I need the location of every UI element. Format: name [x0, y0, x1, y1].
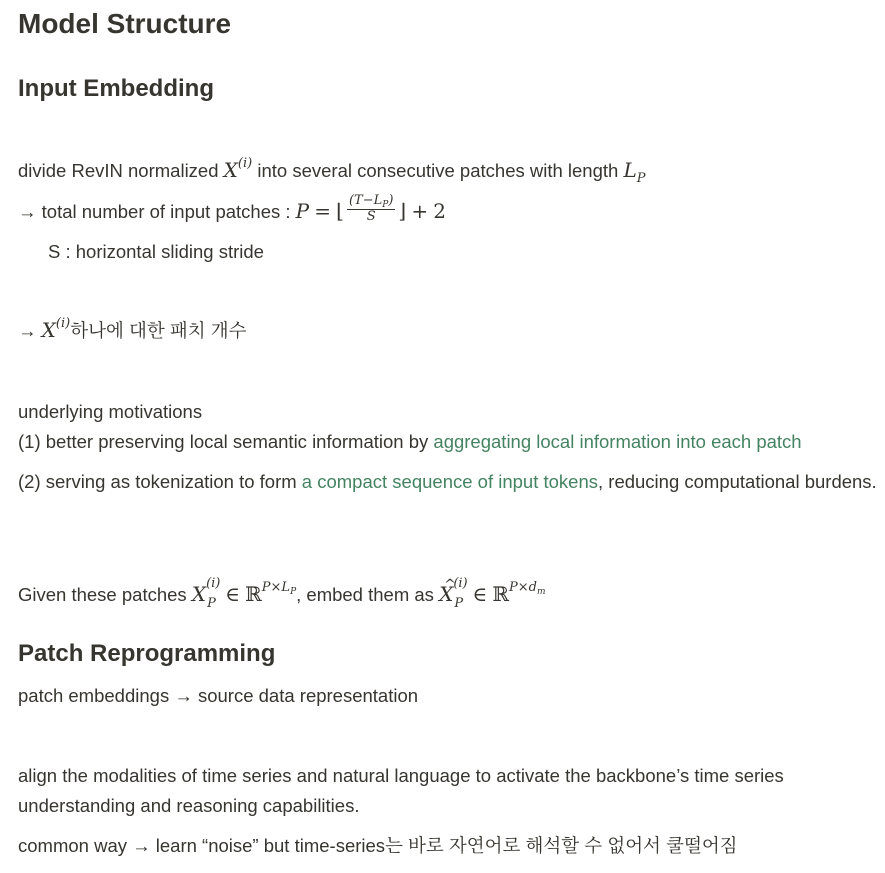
math-sup-dims: P×LP [261, 580, 297, 598]
text: Given these patches [18, 584, 192, 605]
math-sup-i: (i) [237, 156, 253, 172]
math-floor-right: ⌋ [398, 199, 407, 223]
math-reals: ℝ [245, 582, 262, 606]
math-x: X [191, 582, 207, 606]
paragraph-motivations-title: underlying motivations [18, 401, 203, 422]
math-reals: ℝ [492, 582, 510, 606]
math-x: X [41, 318, 56, 342]
math-sub-sup: (i) P [206, 575, 221, 611]
paragraph-patch-count [18, 315, 246, 349]
text: , embed them as [296, 584, 440, 605]
math-x: X [223, 158, 238, 182]
text: (1) better preserving local semantic information by [18, 431, 434, 452]
math-two: 2 [433, 199, 446, 223]
paragraph-common-way: common way → learn “noise” but time-series는 바로 자연어로 해석할 수 없어서 쿨떨어짐 [18, 835, 738, 856]
fraction-denominator: S [366, 209, 376, 225]
paragraph-stride: S : horizontal sliding stride [48, 241, 264, 262]
text: → total number of input patches : [18, 201, 296, 222]
math-plus: + [411, 199, 429, 223]
paragraph-total-patches [18, 193, 446, 228]
text: into several consecutive patches with length [252, 160, 624, 181]
math-in: ∈ [225, 582, 241, 606]
heading-input-embedding: Input Embedding [18, 75, 214, 102]
math-sub-p: P [636, 170, 646, 186]
highlight-text: a compact sequence of input tokens [301, 471, 598, 492]
fraction-numerator: $(T-L_P)$ [348, 193, 394, 211]
math-sup-i: (i) [55, 316, 71, 332]
paragraph-align-modalities: align the modalities of time series and natural language to activate the backbone’s time series understanding and reasoning capabilities. [18, 765, 784, 816]
math-p: P [295, 199, 310, 223]
text: 하나에 대한 패치 개수 [70, 320, 247, 341]
math-sub-sup: (i) P [453, 575, 468, 611]
paragraph-given-patches [18, 575, 546, 614]
math-fraction [347, 194, 395, 224]
math-l: L [623, 158, 637, 182]
math-eq: = [314, 199, 332, 223]
paragraph-divide-patches [18, 155, 646, 189]
paragraph-motivation-2 [18, 467, 878, 497]
text: (2) serving as tokenization to form [18, 471, 302, 492]
highlight-text: aggregating local information into each patch [433, 431, 802, 452]
text: → [18, 320, 42, 341]
math-x-hat: ^ X [439, 579, 453, 609]
heading-patch-reprogramming: Patch Reprogramming [18, 640, 276, 667]
math-sup-dims: P×dm [509, 580, 546, 598]
math-floor-left: ⌊ [336, 199, 344, 223]
paragraph-motivation-1 [18, 427, 802, 457]
text: divide RevIN normalized [18, 160, 224, 181]
text: , reducing computational burdens. [598, 471, 877, 492]
paragraph-patch-embeddings: patch embeddings → source data representation [18, 685, 419, 706]
math-in: ∈ [472, 582, 488, 606]
page-title: Model Structure [18, 8, 232, 39]
